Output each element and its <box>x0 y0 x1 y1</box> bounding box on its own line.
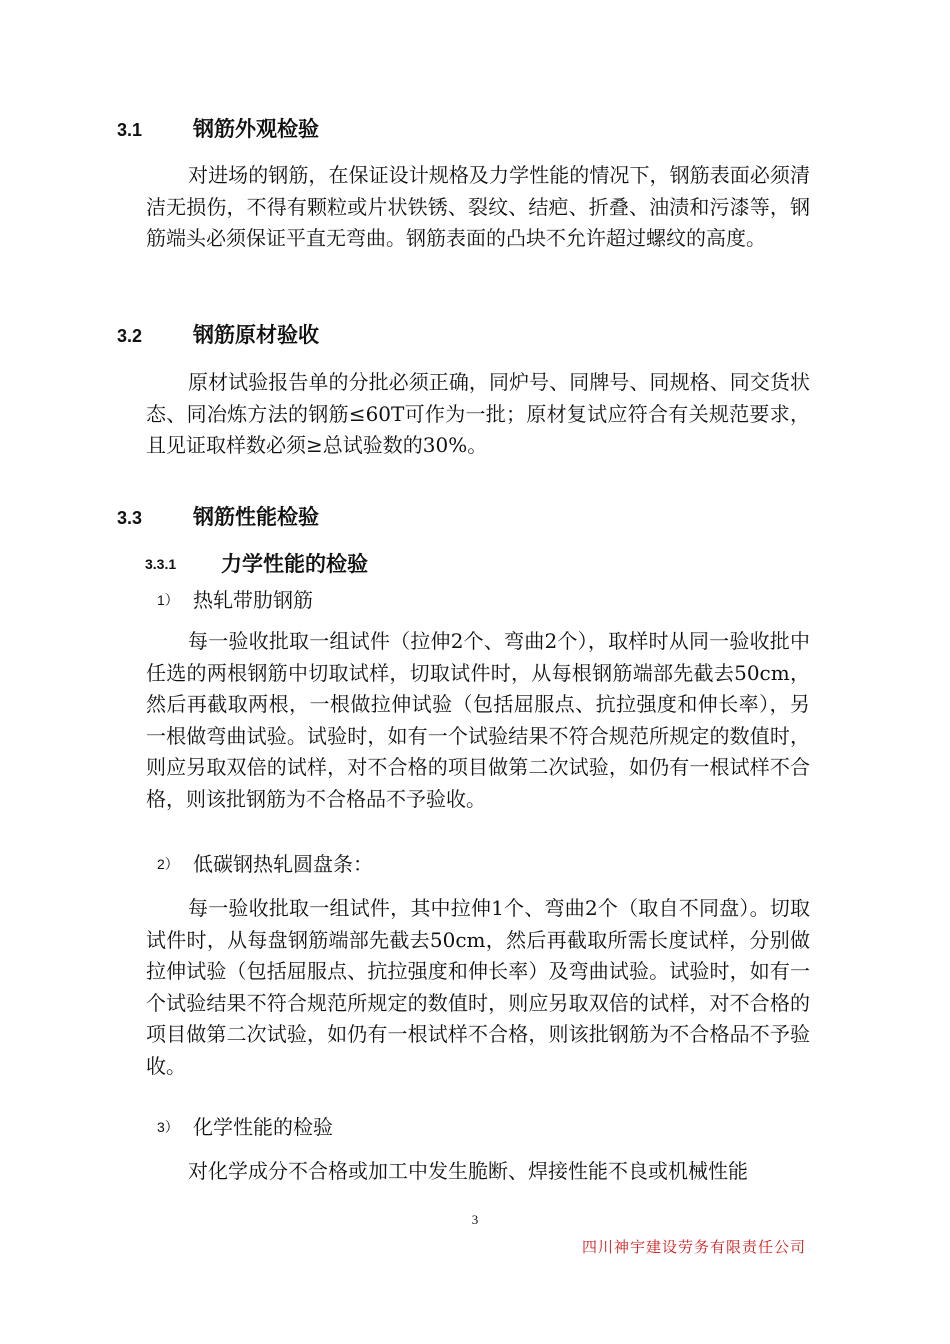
company-name-footer: 四川神宇建设劳务有限责任公司 <box>581 1238 806 1256</box>
section-number: 3.2 <box>117 326 143 346</box>
paragraph-hot-rolled-ribbed-bar: 每一验收批取一组试件（拉伸2个、弯曲2个），取样时从同一验收批中任选的两根钢筋中切取试样，切取试件时，从每根钢筋端部先截去50cm，然后再截取两根，一根做拉伸试验（包括屈服点、抗拉强度和伸长率），另一根做弯曲试验。试验时，如有一个试验结果不符合规范所规定的数值时，则应另取双倍的试样，对不合格的项目做第二次试验，如仍有一根试样不合格，则该批钢筋为不合格品不予验收。 <box>146 629 810 811</box>
section-heading-3-1 <box>117 116 319 144</box>
section-title: 钢筋外观检验 <box>193 118 319 141</box>
page-number: 3 <box>471 1212 479 1227</box>
section-number: 3.1 <box>117 120 143 140</box>
list-item-2 <box>157 850 373 878</box>
section-heading-3-3 <box>117 504 319 532</box>
list-number: 1） <box>157 592 179 608</box>
section-title: 钢筋性能检验 <box>193 506 319 529</box>
list-item-3 <box>157 1113 333 1141</box>
paragraph-low-carbon-wire-rod: 每一验收批取一组试件，其中拉伸1个、弯曲2个（取自不同盘）。切取试件时，从每盘钢筋端部先截去50cm，然后再截取所需长度试样，分别做拉伸试验（包括屈服点、抗拉强度和伸长率）及弯曲试验。试验时，如有一个试验结果不符合规范所规定的数值时，则应另取双倍的试样，对不合格的项目做第二次试验，如仍有一根试样不合格，则该批钢筋为不合格品不予验收。 <box>146 896 810 1078</box>
section-heading-3-2 <box>117 322 319 350</box>
section-number: 3.3 <box>117 508 143 528</box>
list-title: 低碳钢热轧圆盘条： <box>193 852 373 876</box>
section-title: 钢筋原材验收 <box>193 324 319 347</box>
subsection-heading-3-3-1 <box>145 550 368 579</box>
list-title: 热轧带肋钢筋 <box>193 588 313 612</box>
subsection-title: 力学性能的检验 <box>221 553 368 576</box>
paragraph-appearance-inspection: 对进场的钢筋，在保证设计规格及力学性能的情况下，钢筋表面必须清洁无损伤，不得有颗粒或片状铁锈、裂纹、结疤、折叠、油渍和污漆等，钢筋端头必须保证平直无弯曲。钢筋表面的凸块不允许超过螺纹的高度。 <box>146 163 810 251</box>
paragraph-raw-material-acceptance: 原材试验报告单的分批必须正确，同炉号、同牌号、同规格、同交货状态、同冶炼方法的钢筋≤60T可作为一批；原材复试应符合有关规范要求，且见证取样数必须≥总试验数的30%。 <box>146 370 810 458</box>
list-item-1 <box>157 586 313 614</box>
list-number: 2） <box>157 856 179 872</box>
list-title: 化学性能的检验 <box>193 1115 333 1139</box>
subsection-number: 3.3.1 <box>145 556 177 572</box>
list-number: 3） <box>157 1119 179 1135</box>
paragraph-chemical-inspection: 对化学成分不合格或加工中发生脆断、焊接性能不良或机械性能 <box>188 1159 748 1183</box>
